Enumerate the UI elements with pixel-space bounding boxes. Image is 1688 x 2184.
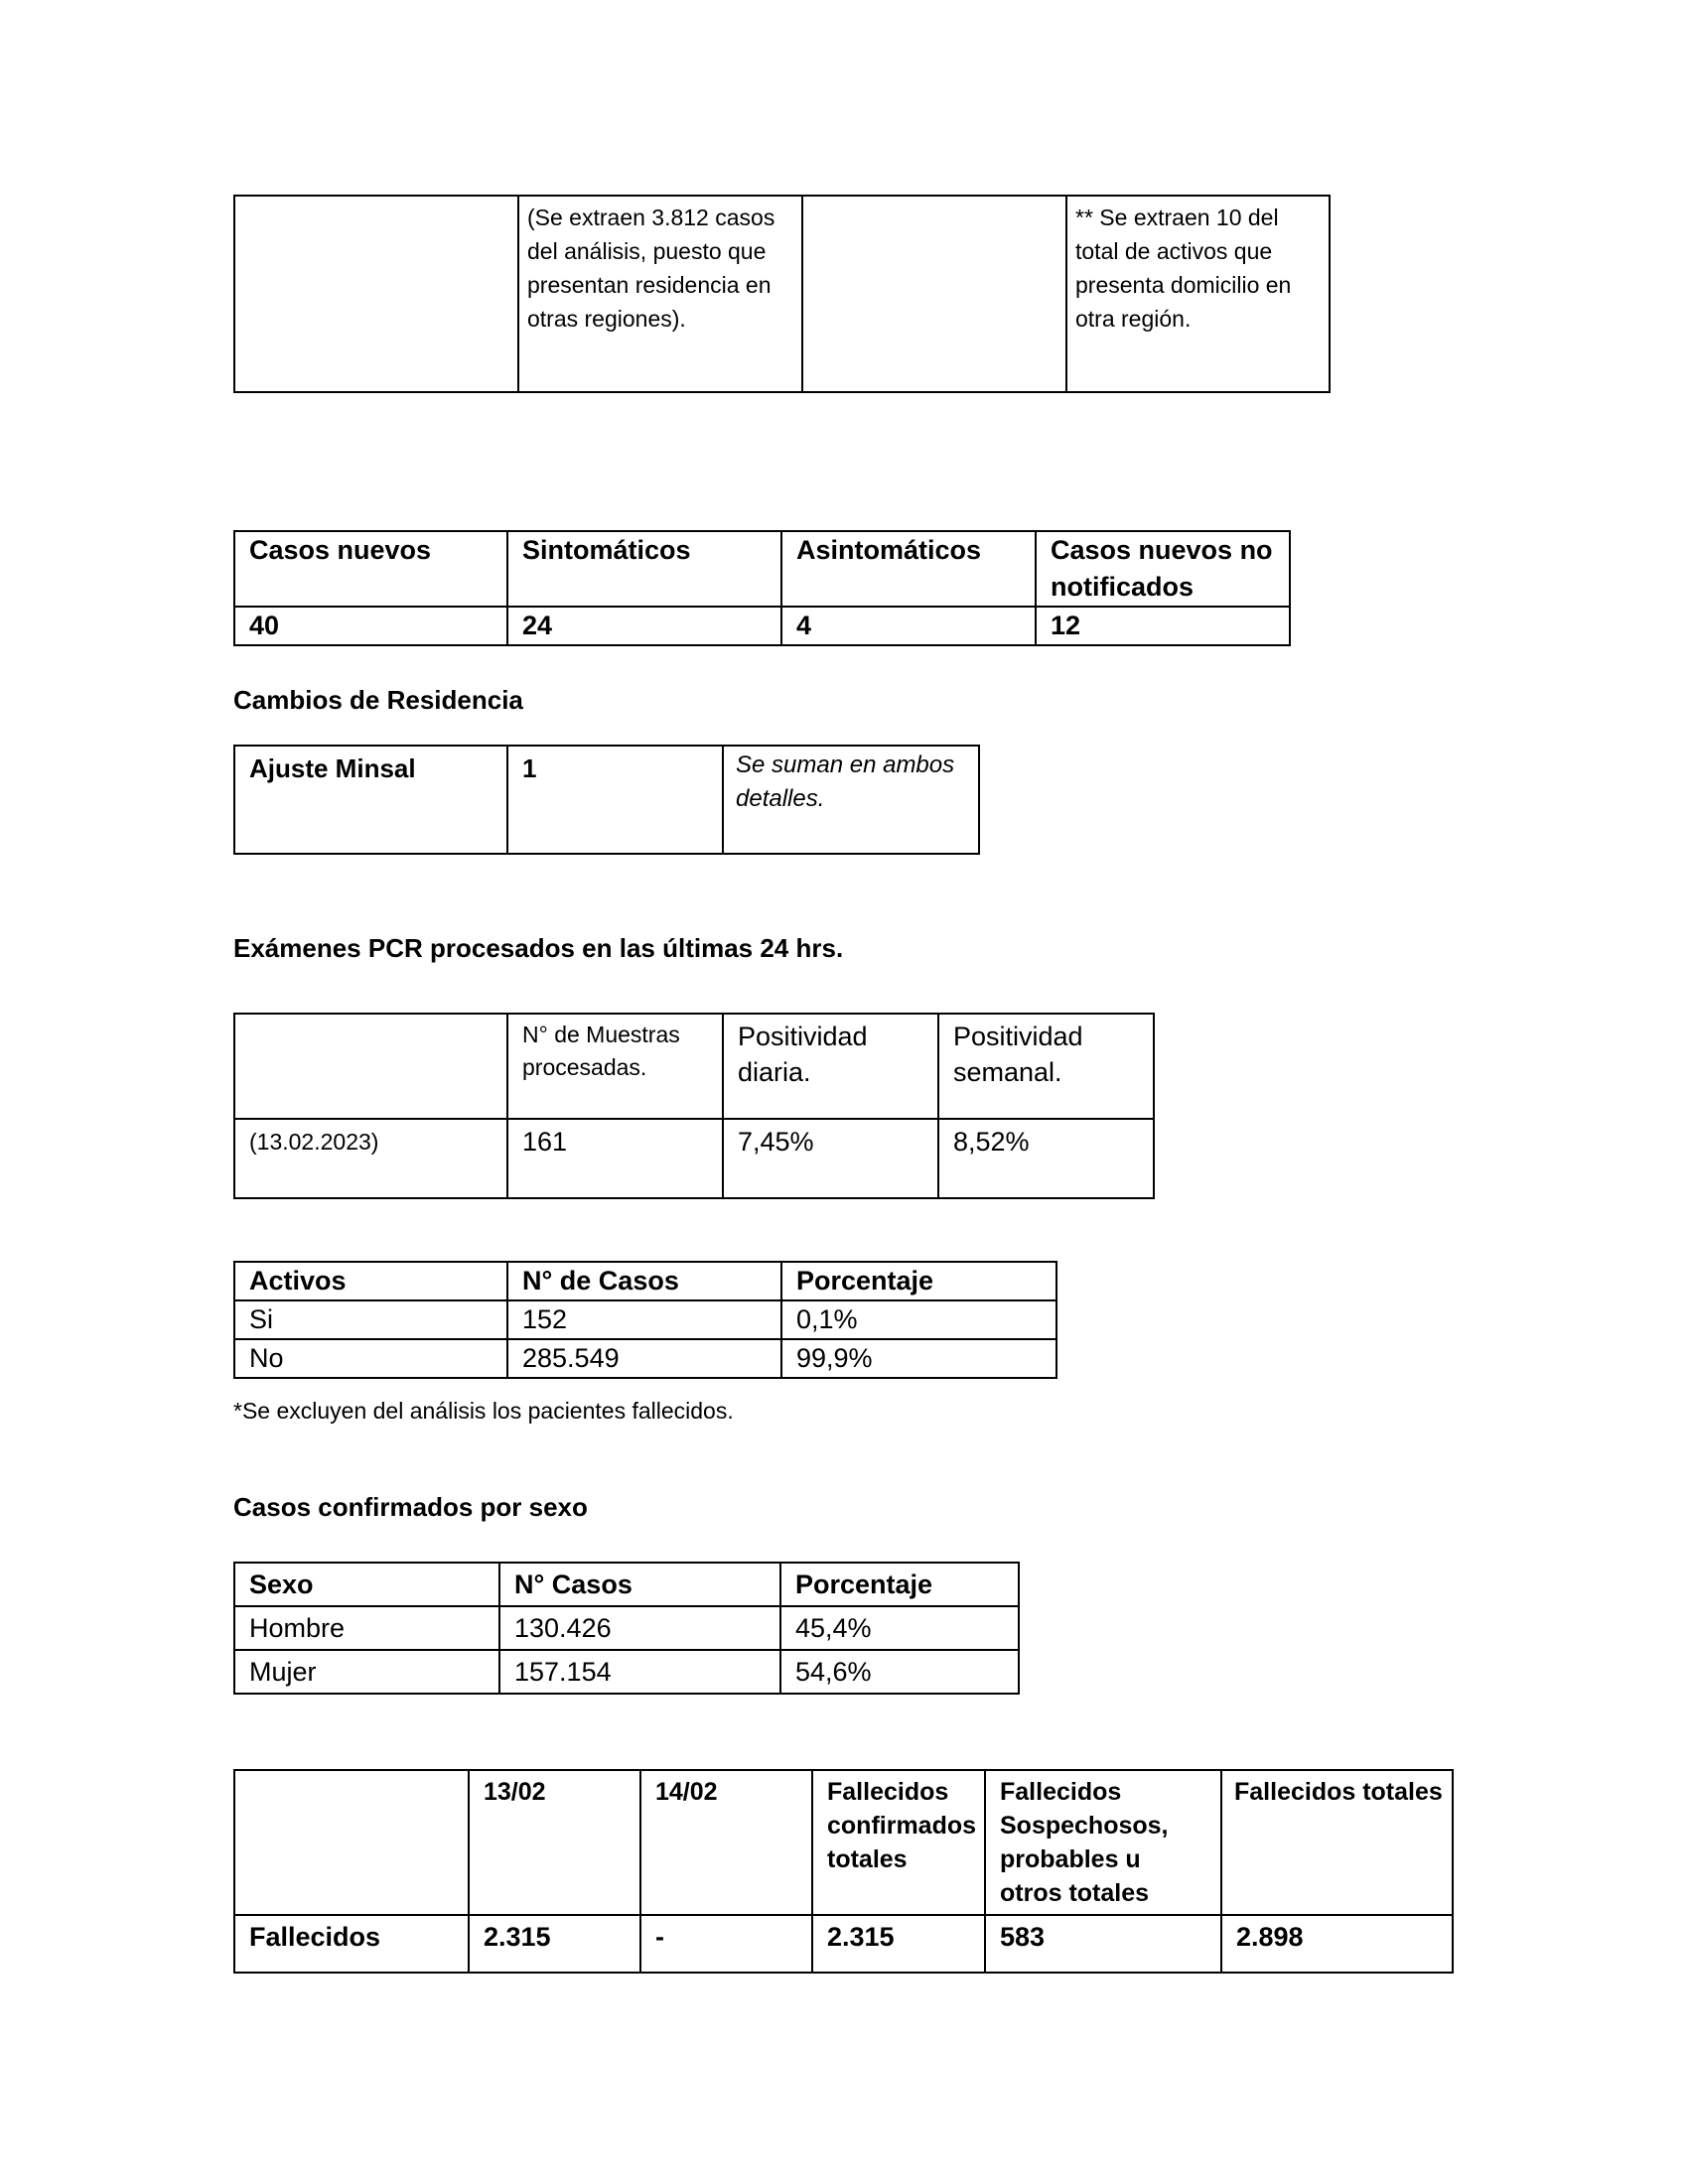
- column-header: N° de Muestras procesadas.: [507, 1014, 723, 1119]
- table-row: [234, 1119, 1154, 1198]
- column-header: 13/02: [469, 1770, 640, 1915]
- table-cell: 12: [1036, 607, 1290, 645]
- table-cell: 8,52%: [938, 1119, 1154, 1198]
- table-row: [234, 1606, 1019, 1650]
- table-cell: (13.02.2023): [234, 1119, 507, 1198]
- table-cell: 0,1%: [781, 1300, 1056, 1339]
- column-header: Casos nuevos: [234, 531, 507, 607]
- column-header: Porcentaje: [780, 1563, 1019, 1606]
- table-cell: Si: [234, 1300, 507, 1339]
- column-header: Fallecidos confirmados totales: [812, 1770, 985, 1915]
- column-header: Sexo: [234, 1563, 499, 1606]
- table-cell: 157.154: [499, 1650, 780, 1694]
- table-cell: Se suman en ambos detalles.: [723, 746, 979, 854]
- residence-changes-heading: Cambios de Residencia: [233, 685, 523, 715]
- table-cell: 40: [234, 607, 507, 645]
- table-cell: 7,45%: [723, 1119, 938, 1198]
- table-cell: 161: [507, 1119, 723, 1198]
- table-cell: 54,6%: [780, 1650, 1019, 1694]
- table-cell: 285.549: [507, 1339, 781, 1378]
- table-row: [234, 746, 979, 854]
- table-cell: 45,4%: [780, 1606, 1019, 1650]
- new-cases-table: [233, 530, 1291, 646]
- active-footnote: *Se excluyen del análisis los pacientes fallecidos.: [233, 1398, 734, 1424]
- table-row: [234, 196, 1330, 392]
- table-row: [234, 1915, 1453, 1973]
- column-header: Fallecidos totales: [1221, 1770, 1453, 1915]
- column-header: Casos nuevos no notificados: [1036, 531, 1290, 607]
- table-header-row: [234, 1262, 1056, 1300]
- table-cell: 2.315: [812, 1915, 985, 1973]
- table-cell: 2.898: [1221, 1915, 1453, 1973]
- pcr-table: [233, 1013, 1155, 1199]
- column-header: [234, 1014, 507, 1119]
- by-sex-heading: Casos confirmados por sexo: [233, 1492, 588, 1522]
- table-row: [234, 1339, 1056, 1378]
- residence-changes-table: [233, 745, 980, 855]
- table-cell: -: [640, 1915, 812, 1973]
- active-cases-table: [233, 1261, 1057, 1379]
- table-row: [234, 607, 1290, 645]
- table-cell: Fallecidos: [234, 1915, 469, 1973]
- table-cell: [234, 196, 518, 392]
- table-cell: ** Se extraen 10 del total de activos que presenta domicilio en otra región.: [1066, 196, 1330, 392]
- table-cell: 152: [507, 1300, 781, 1339]
- table-header-row: [234, 531, 1290, 607]
- table-cell: No: [234, 1339, 507, 1378]
- column-header: Fallecidos Sospechosos, probables u otros totales: [985, 1770, 1221, 1915]
- deaths-table: [233, 1769, 1454, 1974]
- column-header: N° Casos: [499, 1563, 780, 1606]
- table-cell: Hombre: [234, 1606, 499, 1650]
- table-cell: Ajuste Minsal: [234, 746, 507, 854]
- exclusions-table: [233, 195, 1331, 393]
- column-header: Activos: [234, 1262, 507, 1300]
- table-header-row: [234, 1770, 1453, 1915]
- pcr-heading: Exámenes PCR procesados en las últimas 24 hrs.: [233, 933, 844, 963]
- table-cell: 24: [507, 607, 781, 645]
- by-sex-table: [233, 1562, 1020, 1695]
- table-cell: (Se extraen 3.812 casos del análisis, puesto que presentan residencia en otras regiones).: [518, 196, 802, 392]
- column-header: N° de Casos: [507, 1262, 781, 1300]
- column-header: Positividad diaria.: [723, 1014, 938, 1119]
- table-cell: 583: [985, 1915, 1221, 1973]
- table-cell: 99,9%: [781, 1339, 1056, 1378]
- table-header-row: [234, 1014, 1154, 1119]
- column-header: 14/02: [640, 1770, 812, 1915]
- table-row: [234, 1650, 1019, 1694]
- column-header: Positividad semanal.: [938, 1014, 1154, 1119]
- table-cell: Mujer: [234, 1650, 499, 1694]
- table-cell: 1: [507, 746, 723, 854]
- table-cell: 2.315: [469, 1915, 640, 1973]
- column-header: [234, 1770, 469, 1915]
- column-header: Porcentaje: [781, 1262, 1056, 1300]
- table-cell: 4: [781, 607, 1036, 645]
- table-cell: [802, 196, 1066, 392]
- table-header-row: [234, 1563, 1019, 1606]
- table-cell: 130.426: [499, 1606, 780, 1650]
- column-header: Sintomáticos: [507, 531, 781, 607]
- table-row: [234, 1300, 1056, 1339]
- column-header: Asintomáticos: [781, 531, 1036, 607]
